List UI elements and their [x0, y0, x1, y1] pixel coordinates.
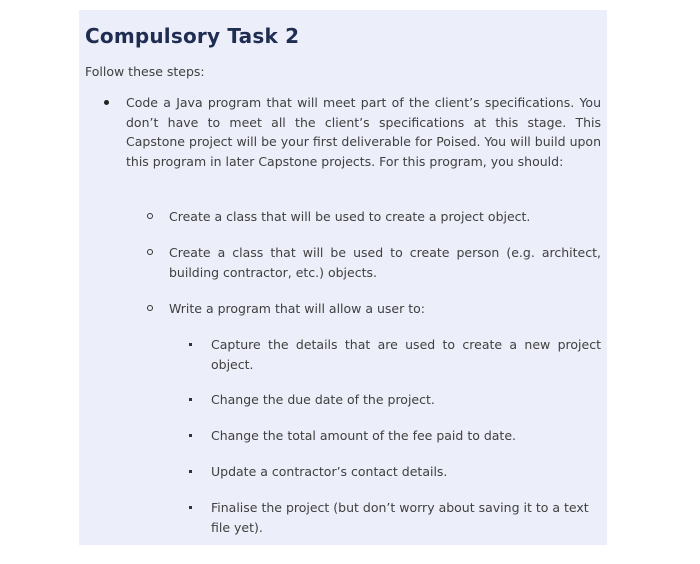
bullet-circle-icon: [147, 305, 153, 311]
bullet-circle-icon: [147, 249, 153, 255]
bullet-disc-icon: [104, 100, 109, 105]
step-text: Code a Java program that will meet part of the client’s specifications. You don’t have to meet all the client’s specifications at this stage. This Capstone project will be your first deliverable for Poised. You will build upon this program in later Capstone projects. For this program, you should:: [126, 95, 601, 169]
task-panel: [79, 10, 607, 545]
bullet-square-icon: [189, 398, 192, 401]
intro-text: Follow these steps:: [85, 64, 205, 79]
sub-sub-item: [211, 426, 601, 446]
sub-sub-item: [211, 498, 601, 537]
bullet-square-icon: [189, 470, 192, 473]
sub-sub-item-text: Finalise the project (but don’t worry about saving it to a text file yet).: [211, 500, 589, 535]
sub-item-text: Create a class that will be used to create a project object.: [169, 209, 531, 224]
sub-sub-item-text: Change the due date of the project.: [211, 392, 435, 407]
sub-item-text: Create a class that will be used to create person (e.g. architect, building contractor, etc.) objects.: [169, 245, 601, 280]
bullet-circle-icon: [147, 213, 153, 219]
bullet-square-icon: [189, 343, 192, 346]
step-item: [126, 93, 601, 171]
task-title: Compulsory Task 2: [85, 24, 300, 48]
sub-item-text: Write a program that will allow a user to:: [169, 301, 425, 316]
sub-sub-item-text: Capture the details that are used to create a new project object.: [211, 337, 601, 372]
sub-item: [169, 207, 601, 227]
sub-item: [169, 299, 601, 319]
sub-sub-item-text: Update a contractor’s contact details.: [211, 464, 448, 479]
bullet-square-icon: [189, 434, 192, 437]
sub-sub-item: [211, 462, 601, 482]
sub-sub-item: [211, 390, 601, 410]
sub-item: [169, 243, 601, 282]
sub-sub-item-text: Change the total amount of the fee paid to date.: [211, 428, 516, 443]
sub-sub-item: [211, 335, 601, 374]
bullet-square-icon: [189, 506, 192, 509]
